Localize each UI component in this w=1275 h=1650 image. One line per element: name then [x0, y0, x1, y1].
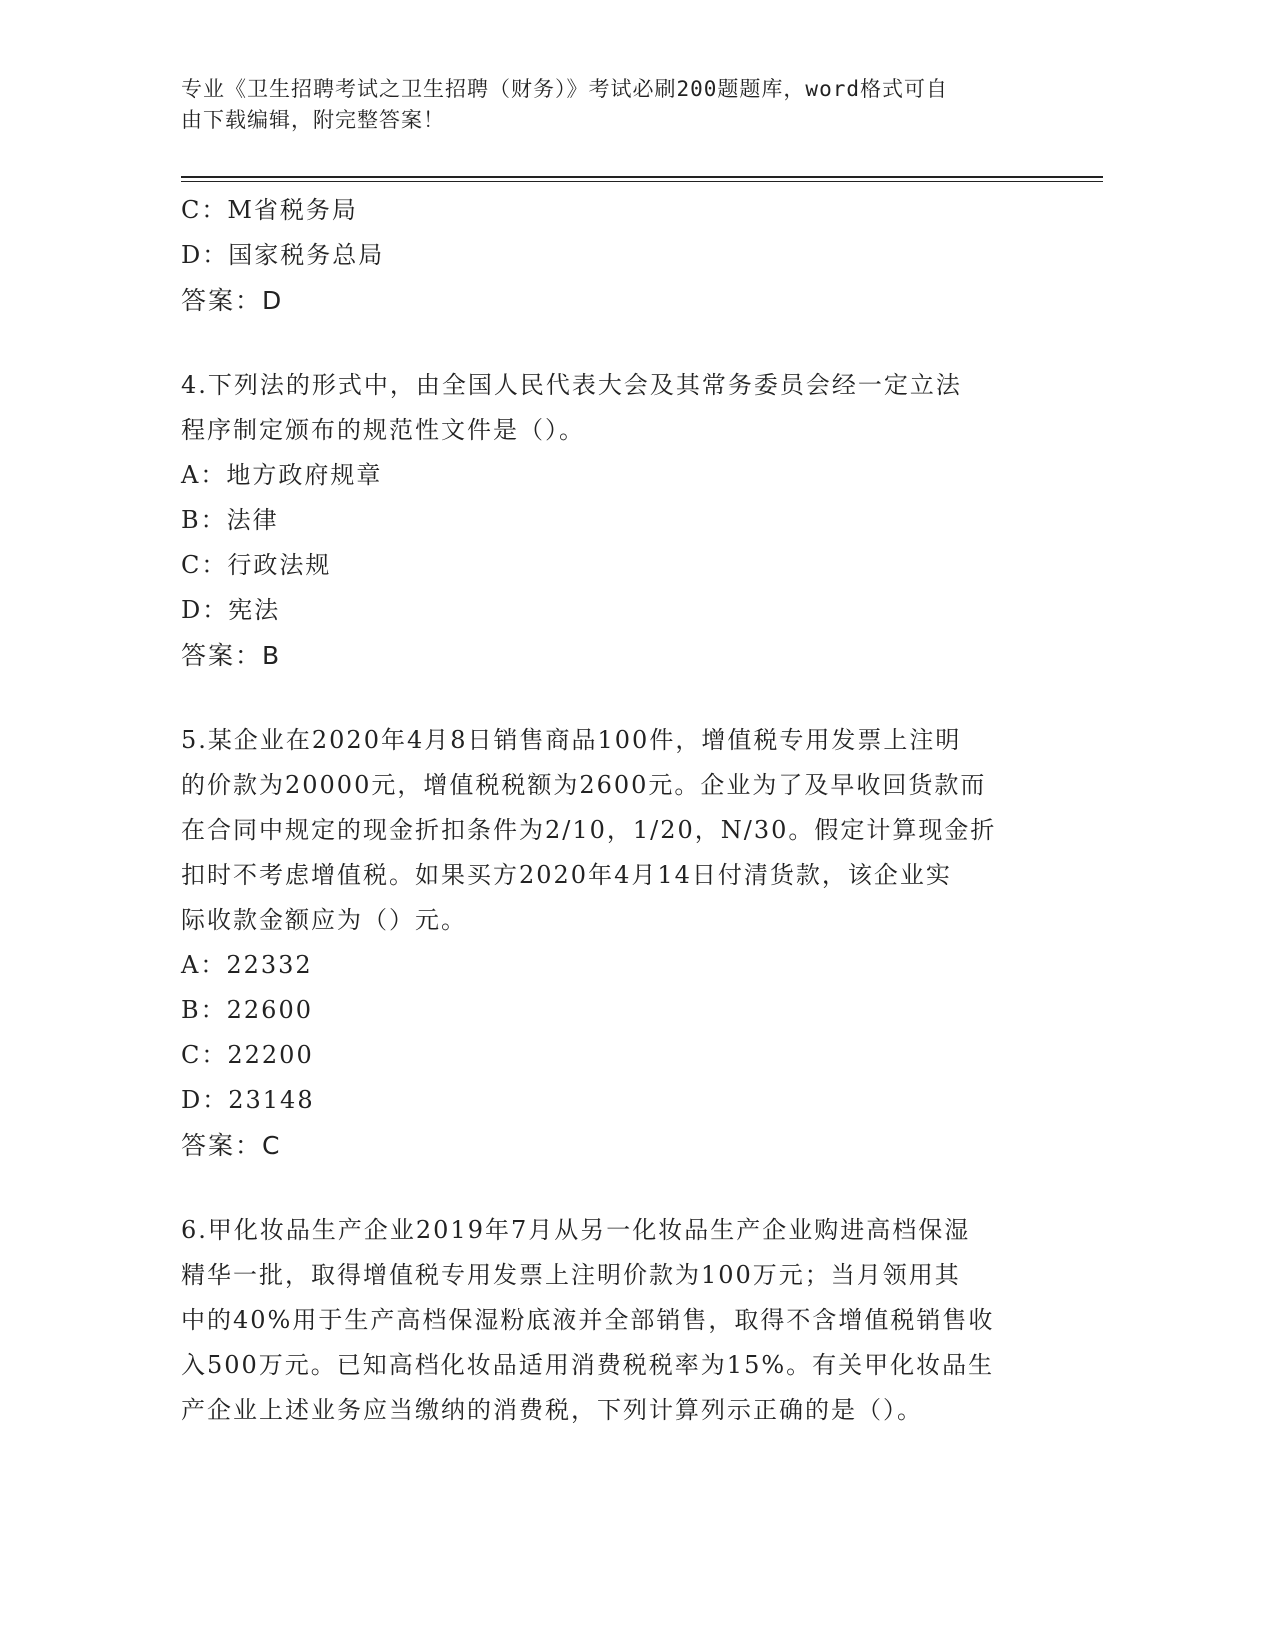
header-divider-thick: [181, 176, 1103, 178]
question-spacer: [181, 678, 1051, 718]
question-text-line: 5.某企业在2020年4月8日销售商品100件，增值税专用发票上注明: [181, 726, 962, 754]
question-text-line: 入500万元。已知高档化妆品适用消费税税率为15%。有关甲化妆品生: [181, 1351, 995, 1379]
option-a: A：22332: [181, 951, 313, 979]
question-spacer: [181, 323, 1051, 363]
question-text-line: 程序制定颁布的规范性文件是（）。: [181, 416, 585, 444]
option-b: B：22600: [181, 996, 313, 1024]
document-body: [181, 188, 1051, 1433]
option-a: A：地方政府规章: [181, 461, 383, 489]
question-text-line: 际收款金额应为（）元。: [181, 906, 467, 934]
answer-line: 答案：B: [181, 641, 282, 670]
header-line-2: 由下载编辑，附完整答案！: [181, 108, 445, 132]
question-text-line: 产企业上述业务应当缴纳的消费税，下列计算列示正确的是（）。: [181, 1396, 923, 1424]
answer-line: 答案：C: [181, 1131, 282, 1160]
question-text-line: 4.下列法的形式中，由全国人民代表大会及其常务委员会经一定立法: [181, 371, 962, 399]
question-5: [181, 718, 1051, 1168]
answer-line: 答案：D: [181, 286, 284, 315]
option-c: C：M省税务局: [181, 196, 358, 224]
question-3-tail: [181, 188, 1051, 323]
question-text-line: 精华一批，取得增值税专用发票上注明价款为100万元；当月领用其: [181, 1261, 961, 1289]
question-text-line: 6.甲化妆品生产企业2019年7月从另一化妆品生产企业购进高档保湿: [181, 1216, 971, 1244]
option-c: C：22200: [181, 1041, 314, 1069]
option-d: D：国家税务总局: [181, 241, 385, 269]
header-line-1: 专业《卫生招聘考试之卫生招聘（财务）》考试必刷200题题库，word格式可自: [181, 77, 948, 101]
option-d: D：23148: [181, 1086, 315, 1114]
question-text-line: 在合同中规定的现金折扣条件为2/10，1/20，N/30。假定计算现金折: [181, 816, 997, 844]
question-4: [181, 363, 1051, 678]
question-6: [181, 1208, 1051, 1433]
header-divider-thin: [181, 181, 1103, 182]
option-c: C：行政法规: [181, 551, 332, 579]
question-spacer: [181, 1168, 1051, 1208]
option-b: B：法律: [181, 506, 279, 534]
question-text-line: 中的40%用于生产高档保湿粉底液并全部销售，取得不含增值税销售收: [181, 1306, 995, 1334]
question-text-line: 的价款为20000元，增值税税额为2600元。企业为了及早收回货款而: [181, 771, 987, 799]
option-d: D：宪法: [181, 596, 281, 624]
question-text-line: 扣时不考虑增值税。如果买方2020年4月14日付清货款，该企业实: [181, 861, 952, 889]
document-header: [181, 74, 1041, 136]
